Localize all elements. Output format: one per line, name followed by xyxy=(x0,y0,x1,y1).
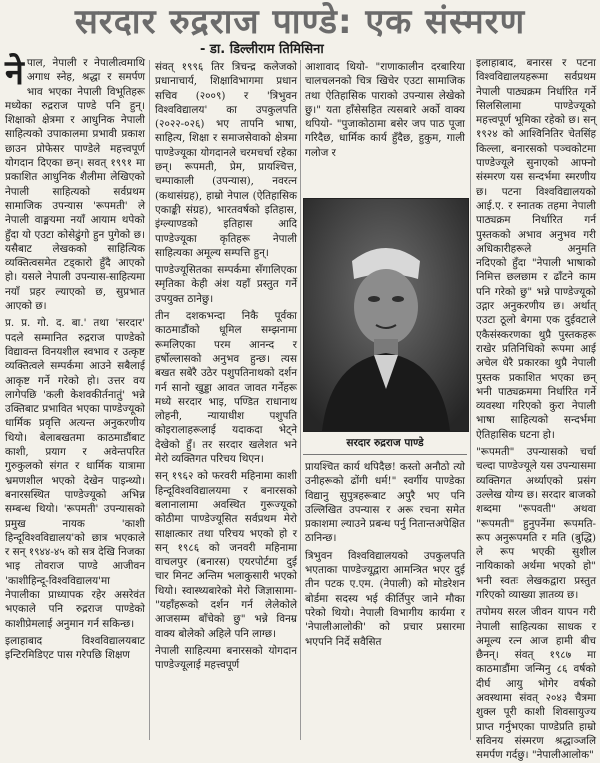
paragraph: आशावाद थियो- "राणाकालीन दरबारिया चालचलनको चित्र खिचेर एउटा सामाजिक तथा ऐतिहासिक पाराको उपन्यास लेखेको छु।" यता हाँसेसहित त्यसबारे अर्को वाक्य थपियो- "पुजाकोठामा बसेर जप पाठ पूजा गरिदैछ, धार्मिक कार्य हुँदैछ, हुकुम, गाली गलोज र xyxy=(305,61,465,159)
drop-cap: ने xyxy=(5,53,24,93)
column-4 xyxy=(476,56,596,762)
portrait-image xyxy=(304,199,468,431)
paragraph: "रूपमती" उपन्यासको चर्चा चल्दा पाण्डेज्यूले यस उपन्यासमा व्यक्तिगत अर्थ्याएको प्रसंग उल्लेख योग्य छ। सरदार बाजको शब्दमा "रूपवती" अथवा "रूपमती" हुनुपर्नेमा रूपमति-रूप अनुरूपमति र मति (बुद्धि) ले रूप भएकी सुशील नायिकाको अर्थमा भएको हो" भनी स्वतः लेखकद्वारा प्रस्तुत गरिएको व्याख्या ज्ञातव्य छ। xyxy=(476,446,596,601)
paragraph: प्र. प्र. गो. द. बा.' तथा 'सरदार' पदले सम्मानित रुद्रराज पाण्डेको विद्यावन्त विनयशील स्वभाव र उत्कृष्ट व्यक्तित्वले सम्पर्कमा आउने सबैलाई आकृष्ट गर्ने गरेको हो। उत्तर वय लागेपछि 'कली केशवकीर्तनातुं' भन्ने उक्तिबाट प्रभावित भएका पाण्डेज्यूको धार्मिक प्रवृत्ति अत्यन्त अनुकरणीय थियो। बेलाबखतमा काठमाडौंबाट काशी, प्रयाग र अवेन्तपरित गुरुकुलको संगत र धार्मिक यात्रामा भ्रमणशील भएको देखेन पाइन्थ्यो। बनारसस्थित पाण्डेज्यूको अभिन्न सम्बन्ध थियो। 'रूपमती' उपन्यासको प्रमुख नायक 'काशी हिन्दूविश्वविद्यालय'को छात्र भएकाले र सन् १९४४-४५ को सत्र देखि निजका भाइ तोवराज पाण्डे आजीवन 'काशीहिन्दू-विश्वविद्यालय'मा नेपालीका प्राध्यापक रहेर असरेवंत भएकाले पनि रुद्रराज पाण्डेको काशीप्रेमलाई अनुमान गर्न सकिन्छ। xyxy=(5,317,145,630)
portrait-photo xyxy=(303,198,469,432)
paragraph: इलाहाबाद, बनारस र पटना विश्वविद्यालयहरूमा सर्वप्रथम नेपाली पाठ्यक्रम निर्धारित गर्ने सिलसिलामा पाण्डेज्यूको महत्त्वपूर्ण भूमिका रहेको छ। सन् १९२४ को आश्विनितिर चेतसिंह किल्ला, बनारसको पञ्चकोटमा पाण्डेज्यूले सुनाएको आफ्नो संस्मरण यस सन्दर्भमा स्मरणीय छ। पटना विश्वविद्यालयको आई.ए. र स्नातक तहमा नेपाली पाठ्यक्रम निर्धारित गर्न पुस्तकको अभाव अनुभव गरी अधिकारीहरूले अनुमति नदिएको हुँदा "नेपाली भाषाको निमित्त छलछाम र ढाँटने काम पनि गरेको छु" भन्ने पाण्डेज्यूको उद्गार अनुकरणीय छ। अर्थात् एउटा ठूलो बेगमा एक दुईवटाले एकैसंस्करणका थुप्रै पुस्तकहरू राखेर प्रतिनिधिको रूपमा आई अचेल धेरै प्रकारका थुप्रै नेपाली पुस्तक प्रकाशित भएका छन् भनी पाठ्यक्रममा निर्धारित गर्ने व्यवस्था गरिएको कुरा नेपाली भाषा साहित्यको सन्दर्भमा ऐतिहासिक घटना हो। xyxy=(476,57,596,441)
column-rule xyxy=(300,60,301,740)
paragraph: तपोमय सरल जीवन यापन गरी नेपाली साहित्यका साधक र अमूल्य रत्न आज हामी बीच छैनन्। संवत् १९८७ मा काठमाडौंमा जन्मिनु ८६ वर्षको दीर्घ आयु भोगेर वर्षको अवस्थामा संवत् २०४३ चैत्रमा शुक्ल पूरी काशी शिवसायुज्य प्राप्त गर्नुभएका पाण्डेप्रति हाम्रो सविनय संस्मरण श्रद्धाञ्जलि समर्पण गर्दछु। "नेपालीआलोक" xyxy=(476,606,596,762)
column-rule xyxy=(149,60,150,740)
paragraph: पाल, नेपाली र नेपालीत्वमाथि अगाध स्नेह, श्रद्धा र समर्पण भाव भएका नेपाली विभूतिहरू मध्येका रुद्रराज पाण्डे पनि हुन्। शिक्षाको क्षेत्रमा र आधुनिक नेपाली साहित्यको उपाकालमा प्रभावी प्रकाश छाउन प्रोफेसर पाण्डेले महत्त्वपूर्ण योगदान दिएका छन्। सवत् १९९१ मा प्रकाशित आधुनिक शैलीमा लेखिएको नेपाली साहित्यको सर्वप्रथम सामाजिक उपन्यास 'रूपमती' ले नेपाली वाङ्मयमा नयाँ आयाम थपेको हुँदा यो एउटा कोसेढुंगो हुन पुगेको छ। यसैबाट लेखकको साहित्यिक व्यक्तित्वसमेत टड्कारो हुँदै आएको हो। यसले नेपाली उपन्यास-साहित्यमा नयाँ प्रहर ल्याएको छ, सुप्रभात आएको छ। xyxy=(5,57,145,313)
caption-divider xyxy=(303,454,467,455)
column-2 xyxy=(155,60,297,740)
article-headline: सरदार रुद्रराज पाण्डे: एक संस्मरण xyxy=(74,2,526,42)
paragraph: संवत् १९९६ तिर त्रिचन्द्र कलेजको प्रधानाचार्य, शिक्षाविभागमा प्रधान सचिव (२००९) र 'त्रिभुवन विश्वविद्यालय' का उपकुलपति (२०२२-०२६) भए तापनि भाषा, साहित्य, शिक्षा र समाजसेवाको क्षेत्रमा पाण्डेज्यूका योगदानले चरमचर्चा रहेका छन्। रूपमती, प्रेम, प्रायश्चित्त, चम्पाकाली (उपन्यास), नवरत्न (कथासंग्रह), हाम्रो नेपाल (ऐतिहासिक एकाङ्की संग्रह), भारतवर्षको इतिहास, इंग्ल्याण्डको इतिहास आदि पाण्डेज्यूका कृतिहरू नेपाली साहित्यका अमूल्य सम्पत्ति हुन्। xyxy=(155,61,297,259)
column-3-bottom xyxy=(305,460,465,740)
column-3-top xyxy=(305,60,465,196)
column-rule xyxy=(470,60,471,740)
paragraph: तीन दशकभन्दा निकै पूर्वका काठमाडौंको धूमिल सम्झनामा रूमलिएका परम आनन्द र हर्षोल्लासको अनुभव हुन्छ। त्यस बखत सबेरै उठेर पशुपतिनाथको दर्शन गर्न सानो खुड्डा आवत जावत गर्नेहरू मध्ये सरदार भाइ, पण्डित राधानाथ लोहनी, न्यायाधीश पशुपति कोइरालाहरूलाई यदाकदा भेट्ने देखेको हुँ। तर सरदार खलेशत भने मेरो व्यक्तिगत परिचय थिएन। xyxy=(155,310,297,466)
article-byline: - डा. डिल्लीराम तिमिसिना xyxy=(200,42,324,57)
paragraph: नेपाली साहित्यमा बनारसको योगदान पाण्डेज्यूलाई महत्त्वपूर्ण xyxy=(155,644,297,672)
paragraph: प्रायश्चित कार्य थपिदैछ! कस्तो अनौठो त्यो उनीहरूको ढोंगी धर्म!" स्वर्गीय पाण्डेका विद्यानु सुपुत्रहरूबाट अपुरै भए पनि उल्लिखित उपन्यास र अरू रचना समेत प्रकाशमा ल्याउने प्रबन्ध पर्नु नितान्तअपेक्षित ठानिन्छ। xyxy=(305,461,465,545)
photo-caption: सरदार रुद्रराज पाण्डे xyxy=(346,437,424,449)
paragraph: सन् १९६२ को फरवरी महिनामा काशी हिन्दूविश्वविद्यालयमा र बनारसको बलानालामा अवस्थित गुरूज्यूको कोठीमा पाण्डेज्यूसित सर्वप्रथम मेरो साक्षात्कार तथा परिचय भएको हो र सन् १९८६ को जनवरी महिनामा वाचलपुर (बनारस) एयरपोर्टमा दुई चार मिनट अन्तिम भलाकुसारी भएको थियो। स्वास्थ्यबारेको मेरो जिज्ञासामा- "यहाँहरूको दर्शन गर्न लेलेकोले आजसम्म बाँचेको छु" भन्ने विनम्र वाक्य बोलेको अहिले पनि लाग्छ। xyxy=(155,470,297,640)
column-1 xyxy=(5,53,145,740)
paragraph: त्रिभुवन विश्वविद्यालयको उपकुलपति भएताका पाण्डेज्यूद्वारा आमन्त्रित भएर दुई तीन पटक ए.एम. (नेपाली) को मोडरेशन बोर्डमा सदस्य भई कीर्तिपुर जाने मौका परेको थियो। नेपाली विभागीय कार्यमा र 'नेपालीआलोकी' को प्रचार प्रसारमा भएपनि निर्दे सवैसित xyxy=(305,549,465,648)
paragraph: पाण्डेज्यूसितका सम्पर्कमा सँगालिएका स्मृतिका केही अंश यहाँ प्रस्तुत गर्ने उपयुक्त ठानेछु। xyxy=(155,264,297,305)
paragraph: इलाहाबाद विश्वविद्यालयबाट इन्टिरमिडिएट पास गरेपछि शिक्षण xyxy=(5,634,145,662)
